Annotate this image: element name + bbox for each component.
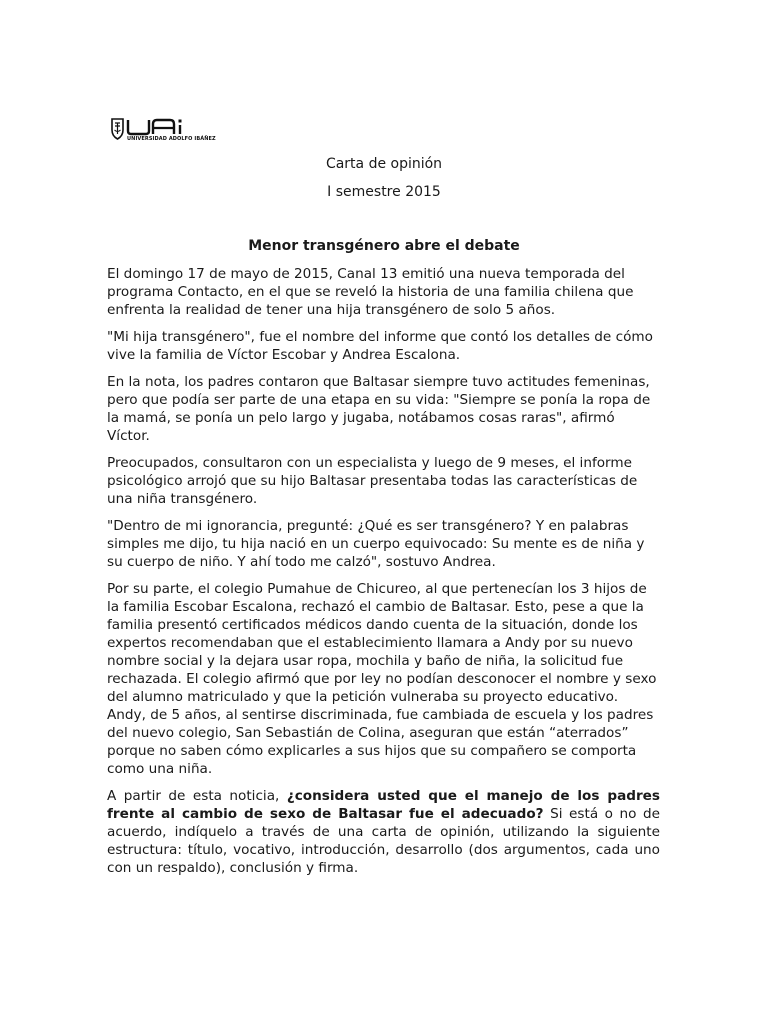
paragraph-6: Por su parte, el colegio Pumahue de Chicureo, al que pertenecían los 3 hijos de la familia Escobar Escalona, rechazó el cambio de Baltasar. Esto, pese a que la familia presentó certificados médicos dando cuenta de la situación, donde los expertos recomendaban que el establecimiento llamara a Andy por su nuevo nombre social y la dejara usar ropa, mochila y baño de niña, la solicitud fue rechazada. El colegio afirmó que por ley no podían desconocer el nombre y sexo del alumno matriculado y que la petición vulneraba su proyecto educativo. Andy, de 5 años, al sentirse discriminada, fue cambiada de escuela y los padres del nuevo colegio, San Sebastián de Colina, aseguran que están “aterrados” porque no saben cómo explicarles a sus hijos que su compañero se comporta como una niña. — [107, 581, 657, 777]
task-intro: A partir de esta noticia, — [107, 788, 287, 804]
paragraph-2: "Mi hija transgénero", fue el nombre del informe que contó los detalles de cómo vive la familia de Víctor Escobar y Andrea Escalona. — [107, 329, 653, 363]
paragraph-7 — [107, 787, 660, 877]
semester-label: I semestre 2015 — [327, 184, 441, 200]
paragraph-5: "Dentro de mi ignorancia, pregunté: ¿Qué es ser transgénero? Y en palabras simples me dijo, tu hija nació en un cuerpo equivocado: Su mente es de niña y su cuerpo de niño. Y ahí todo me calzó", sostuvo Andrea. — [107, 518, 645, 570]
university-logo — [110, 117, 224, 145]
paragraph-4: Preocupados, consultaron con un especialista y luego de 9 meses, el informe psicológico arrojó que su hijo Baltasar presentaba todas las características de una niña transgénero. — [107, 455, 638, 507]
logo-caption: UNIVERSIDAD ADOLFO IBÁÑEZ — [127, 136, 216, 142]
article-title: Menor transgénero abre el debate — [248, 238, 520, 254]
article-body — [107, 265, 660, 886]
task-instructions: Si está o no de acuerdo, indíquelo a través de una carta de opinión, utilizando la siguiente estructura: título, vocativo, introducción, desarrollo (dos argumentos, cada uno con un respaldo), conclusión y firma. — [107, 806, 660, 876]
task-question: ¿considera usted que el manejo de los padres frente al cambio de sexo de Baltasar fue el adecuado? — [107, 788, 660, 822]
document-type: Carta de opinión — [325, 156, 443, 172]
paragraph-1: El domingo 17 de mayo de 2015, Canal 13 emitió una nueva temporada del programa Contacto, en el que se reveló la historia de una familia chilena que enfrenta la realidad de tener una hija transgénero de solo 5 años. — [107, 266, 634, 318]
paragraph-3: En la nota, los padres contaron que Baltasar siempre tuvo actitudes femeninas, pero que podía ser parte de una etapa en su vida: "Siempre se ponía la ropa de la mamá, se ponía un pelo largo y jugaba, notábamos cosas raras", afirmó Víctor. — [107, 374, 651, 444]
